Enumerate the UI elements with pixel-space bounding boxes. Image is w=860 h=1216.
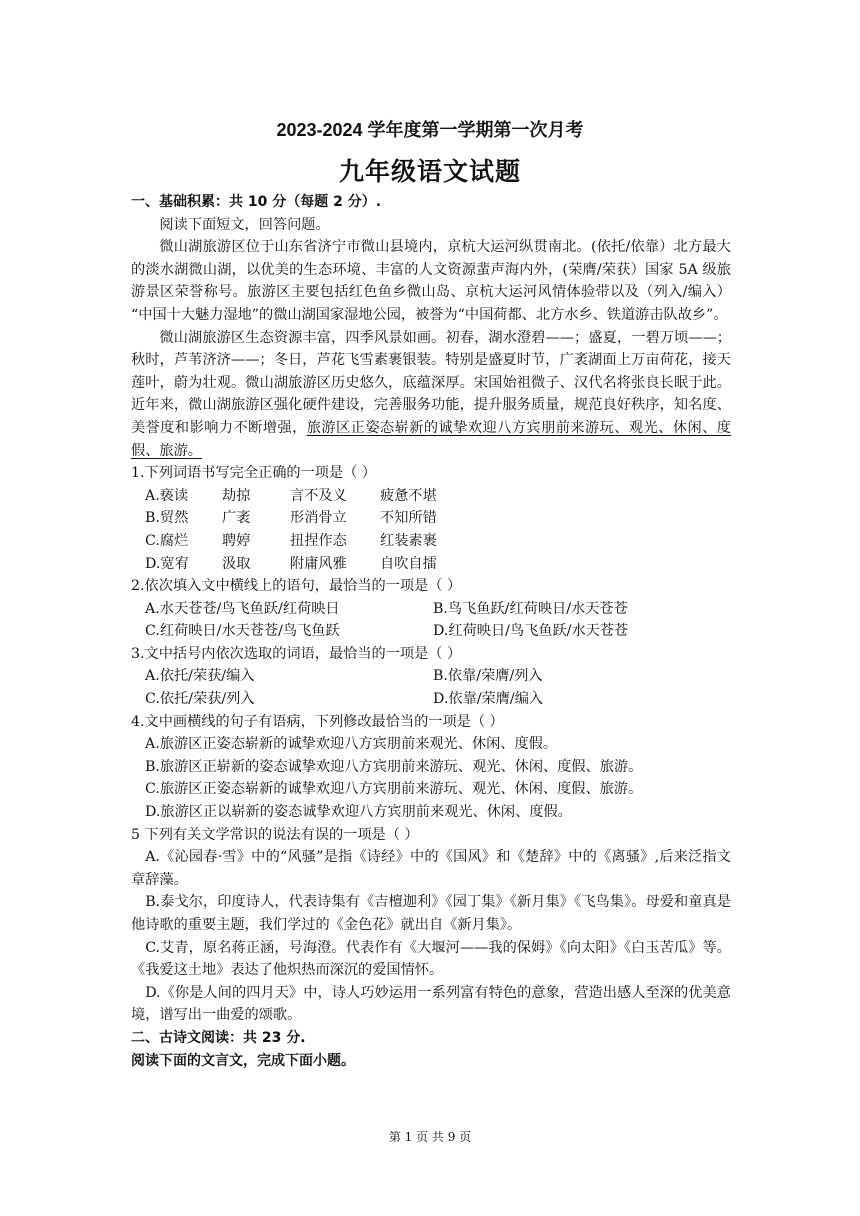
option-word: 言不及义	[290, 487, 347, 504]
question-2-option-c: C.红荷映日/水天苍苍/鸟飞鱼跃	[145, 623, 340, 640]
question-3-options-row-1	[145, 665, 731, 688]
option-word: 汲取	[222, 555, 251, 572]
question-4-stem: 4.文中画横线的句子有语病，下列修改最恰当的一项是（ ）	[131, 713, 504, 730]
question-4-option-a: A.旅游区正姿态崭新的诚挚欢迎八方宾朋前来观光、休闲、度假。	[145, 736, 558, 753]
section2-heading: 二、古诗文阅读：共 23 分.	[131, 1029, 306, 1046]
question-5-option-d: D.《你是人间的四月天》中，诗人巧妙运用一系列富有特色的意象，营造出感人至深的优美意境，谱写出一曲爱的颂歌。	[131, 984, 731, 1024]
option-word: C.腐烂	[145, 532, 189, 549]
question-2-option-a: A.水天苍苍/鸟飞鱼跃/红荷映日	[145, 600, 340, 617]
question-4-option-b: B.旅游区正崭新的姿态诚挚欢迎八方宾朋前来游玩、观光、休闲、度假、旅游。	[145, 758, 643, 775]
question-3-options-row-2	[145, 688, 731, 711]
option-word: 附庸风雅	[290, 555, 347, 572]
option-word: 疲惫不堪	[380, 487, 437, 504]
question-5-option-b: B.泰戈尔，印度诗人，代表诗集有《吉檀迦利》《园丁集》《新月集》《飞鸟集》。母爱和童真是他诗歌的重要主题，我们学过的《金色花》就出自《新月集》。	[131, 894, 731, 933]
question-1-stem: 1.下列词语书写完全正确的一项是（ ）	[131, 465, 377, 482]
question-4-option-d: D.旅游区正以崭新的姿态诚挚欢迎八方宾朋前来观光、休闲、度假。	[145, 804, 572, 821]
question-5-option-c: C.艾青，原名蒋正涵，号海澄。代表作有《大堰河——我的保姆》《向太阳》《白玉苦瓜》等。《我爱这土地》表达了他炽热而深沉的爱国情怀。	[131, 939, 731, 979]
section2-instruction: 阅读下面的文言文，完成下面小题。	[131, 1052, 355, 1069]
passage-paragraph-2-text: 微山湖旅游区生态资源丰富，四季风景如画。初春，湖水澄碧——；盛夏，一碧万顷——；秋时，芦苇济济——；冬日，芦花飞雪素裹银装。特别是盛夏时节，广袤湖面上万亩荷花，接天莲叶，蔚为壮观。微山湖旅游区历史悠久，底蕴深厚。宋国始祖微子、汉代名将张良长眠于此。近年来，微山湖旅游区强化硬件建设，完善服务功能，提升服务质量，规范良好秩序，知名度、美誉度和影响力不断增强，	[131, 329, 731, 436]
option-word: 红装素裹	[380, 532, 437, 549]
exam-title: 2023-2024 学年度第一学期第一次月考	[276, 120, 584, 140]
question-3-option-b: B.依靠/荣膺/列入	[433, 668, 543, 685]
option-word: 不知所错	[380, 510, 437, 527]
option-word: 形消骨立	[290, 510, 347, 527]
passage-paragraph-1: 微山湖旅游区位于山东省济宁市微山县境内，京杭大运河纵贯南北。(依托/依靠）北方最大的淡水湖微山湖，以优美的生态环境、丰富的人文资源蜚声海内外，(荣膺/荣获）国家 5A 级旅游景区荣誉称号。旅游区主要包括红色鱼乡微山岛、京杭大运河风情体验带以及（列入/编入） “中国十大魅力湿地”的微山湖国家湿地公园，被誉为“中国荷都、北方水乡、铁道游击队故乡”。	[131, 239, 731, 323]
section1-instruction: 阅读下面短文，回答问题。	[159, 216, 330, 233]
page-number: 第 1 页 共 9 页	[388, 1130, 472, 1144]
section1-heading: 一、基础积累：共 10 分（每题 2 分）.	[131, 194, 382, 210]
question-3-option-d: D.依靠/荣膺/编入	[433, 691, 544, 708]
question-3-option-c: C.依托/荣获/列入	[145, 691, 255, 708]
question-1-option-d	[145, 553, 731, 576]
question-5-option-a: A.《沁园春·雪》中的“风骚”是指《诗经》中的《国风》和《楚辞》中的《离骚》,后来泛指文章辞藻。	[131, 849, 731, 888]
option-word: 广袤	[222, 510, 251, 527]
exam-content	[131, 191, 731, 1072]
question-3-stem: 3.文中括号内依次选取的词语，最恰当的一项是（ ）	[131, 645, 462, 662]
option-word: 劫掠	[222, 487, 251, 504]
question-1-option-b	[145, 507, 731, 530]
question-3-option-a: A.依托/荣获/编入	[145, 668, 255, 685]
question-2-options	[131, 598, 731, 643]
question-1-options	[131, 485, 731, 575]
passage-paragraph-2	[131, 327, 731, 463]
question-2-options-row-1	[145, 598, 731, 621]
question-4-option-c: C.旅游区正姿态崭新的诚挚欢迎八方宾朋前来游玩、观光、休闲、度假、旅游。	[145, 781, 643, 798]
option-word: D.宽宥	[145, 555, 189, 572]
question-2-options-row-2	[145, 620, 731, 643]
question-3-options	[131, 665, 731, 710]
question-2-option-d: D.红荷映日/鸟飞鱼跃/水天苍苍	[433, 623, 629, 640]
exam-subject-title: 九年级语文试题	[338, 157, 521, 186]
question-2-option-b: B.鸟飞鱼跃/红荷映日/水天苍苍	[433, 600, 628, 617]
passage-underlined-sentence: 旅游区正姿态崭新的诚挚欢迎八方宾朋前来游玩、观光、休闲、度假、旅游。	[131, 419, 731, 459]
option-word: B.贸然	[145, 510, 189, 527]
option-word: A.亵读	[145, 487, 189, 504]
question-2-stem: 2.依次填入文中横线上的语句，最恰当的一项是（ ）	[131, 578, 462, 595]
option-word: 聘婷	[222, 532, 251, 549]
question-1-option-c	[145, 530, 731, 553]
question-1-option-a	[145, 485, 731, 508]
option-word: 自吹自擂	[380, 555, 437, 572]
question-5-stem: 5 下列有关文学常识的说法有误的一项是（ ）	[131, 826, 419, 843]
option-word: 扭捏作态	[290, 532, 347, 549]
